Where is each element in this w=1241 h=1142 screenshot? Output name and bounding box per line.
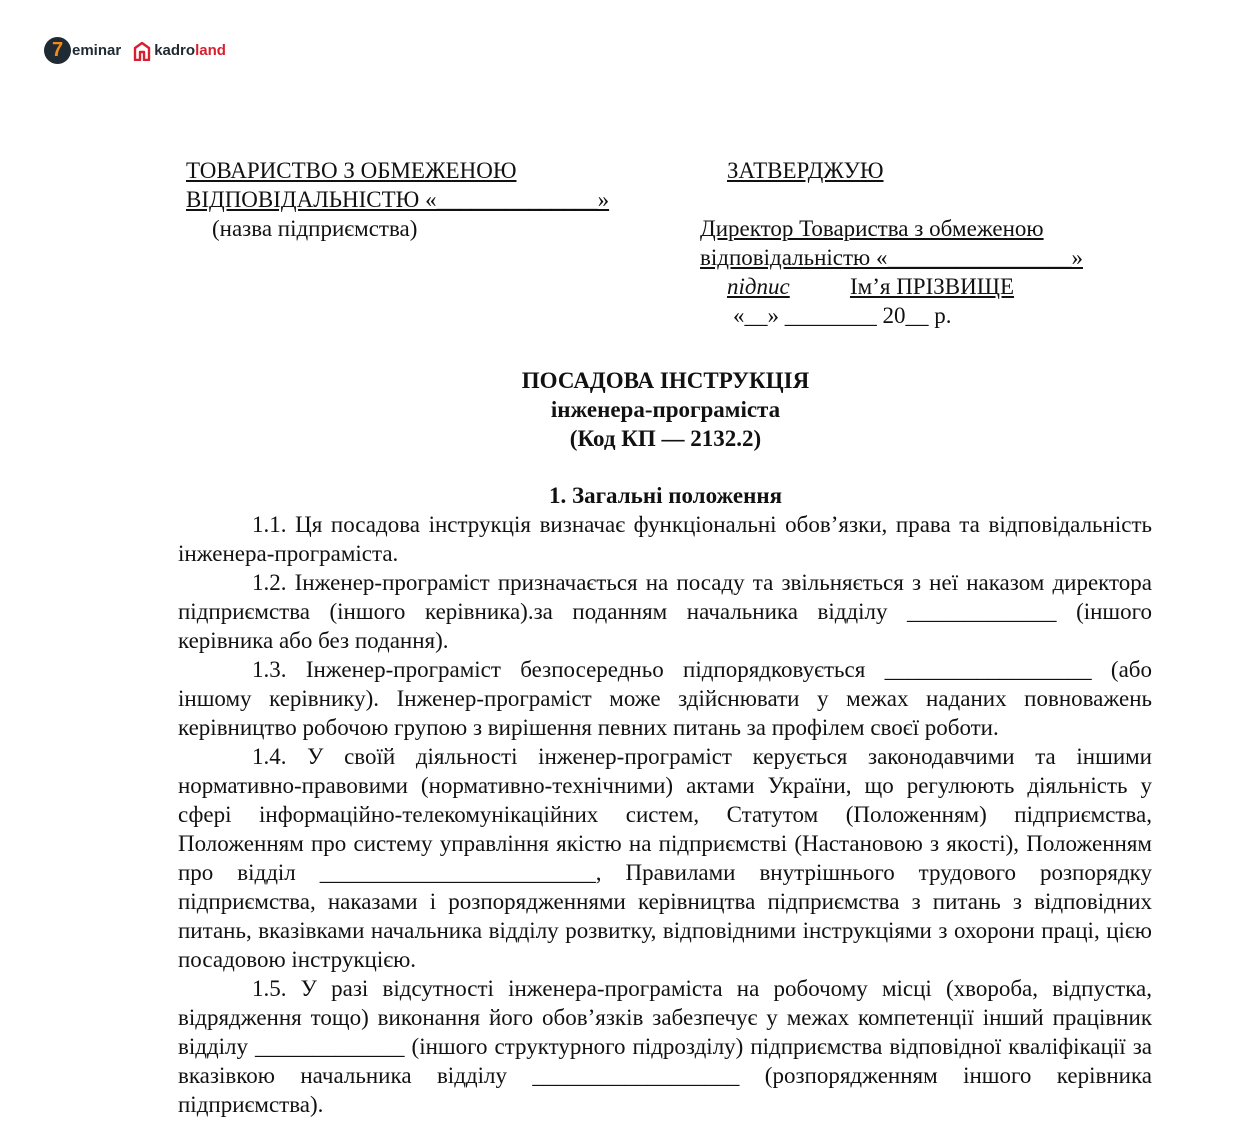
approval-date: «__» ________ 20__ р. xyxy=(733,303,952,328)
house-icon xyxy=(133,41,151,61)
approve-label: ЗАТВЕРДЖУЮ xyxy=(727,158,884,183)
paragraph-1-5: 1.5. У разі відсутності інженера-програміста на робочому місці (хвороба, відпустка, відрядження тощо) виконання його обов’язків забезпечує у межах компетенції інший працівник відділу _____________ (іншого структурного підрозділу) підприємства відповідної кваліфікації за вказівкою начальника відділу __________________ (розпорядженням іншого керівника підприємства). xyxy=(178,976,1152,1117)
document-subtitle: інженера-програміста xyxy=(550,397,781,422)
company-name-note: (назва підприємства) xyxy=(212,216,418,241)
paragraph-1-3: 1.3. Інженер-програміст безпосередньо підпорядковується __________________ (або іншому керівнику). Інженер-програміст може здійснювати у межах наданих повноважень керівництво робочою групою з вирішення певних питань за профілем своєї роботи. xyxy=(178,657,1152,740)
director-title-line1: Директор Товариства з обмеженою xyxy=(700,216,1044,241)
company-name-line2: ВІДПОВІДАЛЬНІСТЮ «______________» xyxy=(186,187,610,212)
seminar-logo-text: eminar xyxy=(72,42,122,59)
paragraph-1-1: 1.1. Ця посадова інструкція визначає функціональні обов’язки, права та відповідальність інженера-програміста. xyxy=(178,512,1152,566)
company-name-line1: ТОВАРИСТВО З ОБМЕЖЕНОЮ xyxy=(186,158,517,183)
kadroland-logo-text: kadroland xyxy=(154,42,226,59)
logo-bar xyxy=(44,37,226,64)
document-title: ПОСАДОВА ІНСТРУКЦІЯ xyxy=(521,368,810,393)
section-body xyxy=(178,510,1152,1119)
section-heading: 1. Загальні положення xyxy=(548,483,783,508)
seminar-logo-circle: 7 xyxy=(44,37,71,64)
director-name: Ім’я ПРІЗВИЩЕ xyxy=(850,274,1014,299)
paragraph-1-2: 1.2. Інженер-програміст призначається на посаду та звільняється з неї наказом директора підприємства (іншого керівника).за поданням начальника відділу _____________ (іншого керівника або без подання). xyxy=(178,570,1152,653)
seminar-logo xyxy=(44,37,121,64)
kadroland-logo xyxy=(133,41,226,61)
paragraph-1-4: 1.4. У своїй діяльності інженер-програміст керується законодавчими та іншими нормативно-правовими (нормативно-технічними) актами України, що регулюють діяльність у сфері інформаційно-телекомунікаційних систем, Статутом (Положенням) підприємства, Положенням про систему управління якістю на підприємстві (Настановою з якості), Положенням про відділ ________________________, Правилами внутрішнього трудового розпорядку підприємства, наказами і розпорядженнями керівництва підприємства з питань з відповідних питань, вказівками начальника відділу розвитку, відповідними інструкціями з охорони праці, цією посадовою інструкцією. xyxy=(178,744,1152,972)
director-title-line2: відповідальністю «________________» xyxy=(700,245,1083,270)
document-code: (Код КП — 2132.2) xyxy=(569,426,762,451)
signature-label: підпис xyxy=(727,274,790,299)
